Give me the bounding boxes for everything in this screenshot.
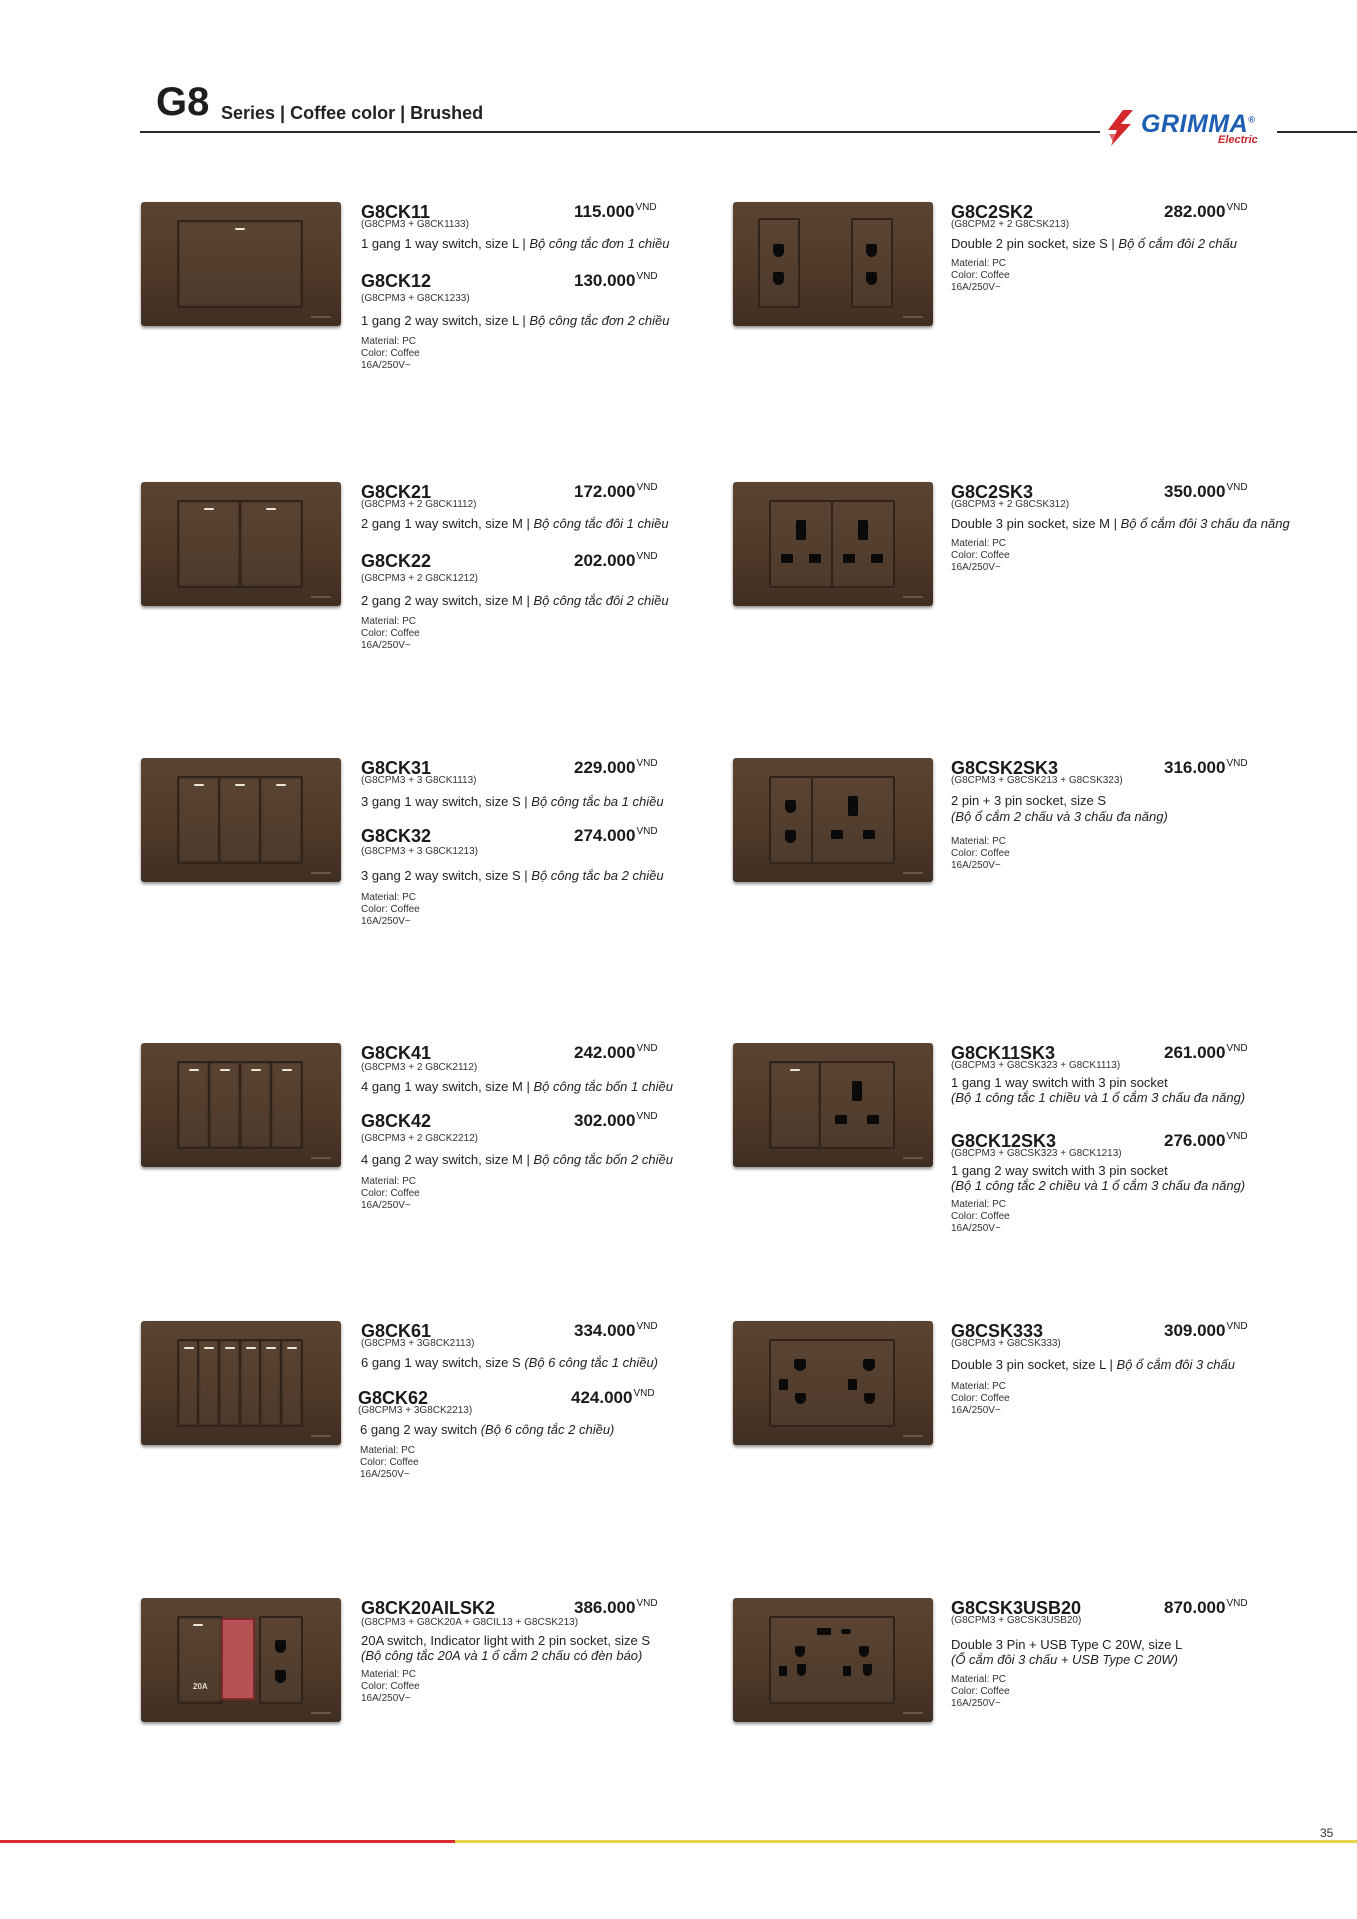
socket-module bbox=[259, 1616, 303, 1704]
indicator-led-icon bbox=[276, 784, 286, 786]
product-code: G8CK11 bbox=[361, 202, 431, 222]
product-code: G8CSK333 bbox=[951, 1321, 1044, 1341]
product-price: $386.000^{VND}$ bbox=[574, 1598, 658, 1617]
product-components: (G8CPM3 + G8CSK213 + G8CSK323) bbox=[951, 775, 1123, 786]
socket-module bbox=[769, 500, 833, 588]
product-image bbox=[733, 1321, 933, 1445]
product-image bbox=[141, 202, 341, 326]
product-code: G8CK61 bbox=[361, 1321, 432, 1341]
switch-rocker bbox=[177, 1061, 210, 1149]
header-rule-right bbox=[1277, 131, 1357, 133]
product-description-vi: (Ổ cắm đôi 3 chấu + USB Type C 20W) bbox=[951, 1652, 1178, 1667]
page-number: 35 bbox=[1320, 1826, 1334, 1840]
product-code: G8CSK2SK3 bbox=[951, 758, 1059, 778]
product-image bbox=[141, 1598, 341, 1722]
product-price: $261.000^{VND}$ bbox=[1164, 1043, 1248, 1062]
switch-rocker bbox=[239, 1061, 272, 1149]
product-price: $276.000^{VND}$ bbox=[1164, 1131, 1248, 1150]
product-price: $282.000^{VND}$ bbox=[1164, 202, 1248, 221]
product-specs: Material: PC Color: Coffee 16A/250V~ bbox=[360, 1445, 419, 1480]
switch-rocker bbox=[177, 776, 221, 864]
product-code: G8CSK3USB20 bbox=[951, 1598, 1082, 1618]
indicator-led-icon bbox=[287, 1347, 297, 1349]
product-description: 6 gang 1 way switch, size S (Bộ 6 công tắc 1 chiều) bbox=[361, 1355, 659, 1370]
product-components: (G8CPM3 + G8CK20A + G8CIL13 + G8CSK213) bbox=[361, 1617, 579, 1628]
product-price: $316.000^{VND}$ bbox=[1164, 758, 1248, 777]
product-components: (G8CPM3 + 2 G8CK1212) bbox=[361, 573, 478, 584]
socket-module bbox=[769, 776, 813, 864]
product-image bbox=[733, 1043, 933, 1167]
product-components: (G8CPM3 + 2 G8CK2112) bbox=[361, 1062, 478, 1073]
indicator-led-icon bbox=[246, 1347, 256, 1349]
product-components: (G8CPM3 + 2 G8CK1112) bbox=[361, 499, 477, 510]
product-description: 1 gang 2 way switch, size L | Bộ công tắc đơn 2 chiều bbox=[361, 313, 670, 328]
indicator-led-icon bbox=[204, 508, 214, 510]
product-components: (G8CPM3 + G8CK1133) bbox=[361, 219, 469, 230]
product-specs: Material: PC Color: Coffee 16A/250V~ bbox=[951, 1381, 1010, 1416]
product-price: $424.000^{VND}$ bbox=[571, 1388, 655, 1407]
socket-module bbox=[758, 218, 800, 308]
product-description: 2 pin + 3 pin socket, size S bbox=[951, 793, 1107, 808]
switch-rocker bbox=[259, 1339, 282, 1427]
product-components: (G8CPM3 + 2 G8CSK312) bbox=[951, 499, 1070, 510]
product-description-vi: (Bộ công tắc 20A và 1 ổ cắm 2 chấu có đèn báo) bbox=[361, 1648, 643, 1663]
socket-module bbox=[831, 500, 895, 588]
product-description: 1 gang 1 way switch with 3 pin socket bbox=[951, 1075, 1168, 1090]
product-description: 4 gang 1 way switch, size M | Bộ công tắc bốn 1 chiều bbox=[361, 1079, 673, 1094]
indicator-led-icon bbox=[266, 508, 276, 510]
product-description: 2 gang 2 way switch, size M | Bộ công tắc đôi 2 chiều bbox=[361, 593, 669, 608]
product-block bbox=[733, 202, 1293, 422]
indicator-led-icon bbox=[189, 1069, 199, 1071]
product-description: 2 gang 1 way switch, size M | Bộ công tắc đôi 1 chiều bbox=[361, 516, 669, 531]
product-code: G8CK32 bbox=[361, 826, 432, 846]
product-description: Double 3 pin socket, size M | Bộ ổ cắm đôi 3 chấu đa năng bbox=[951, 516, 1290, 531]
product-components: (G8CPM3 + 3 G8CK1113) bbox=[361, 775, 477, 786]
switch-rocker bbox=[197, 1339, 220, 1427]
indicator-led-icon bbox=[204, 1347, 214, 1349]
product-description-vi: (Bộ 1 công tắc 2 chiều và 1 ổ cắm 3 chấu đa năng) bbox=[951, 1178, 1246, 1193]
product-price: $309.000^{VND}$ bbox=[1164, 1321, 1248, 1340]
indicator-led-icon bbox=[251, 1069, 261, 1071]
product-image bbox=[733, 482, 933, 606]
product-code: G8CK42 bbox=[361, 1111, 432, 1131]
product-description: Double 2 pin socket, size S | Bộ ổ cắm đôi 2 chấu bbox=[951, 236, 1237, 251]
switch-rocker bbox=[208, 1061, 241, 1149]
indicator-led-icon bbox=[235, 784, 245, 786]
product-image bbox=[141, 482, 341, 606]
product-components: (G8CPM3 + G8CSK323 + G8CK1213) bbox=[951, 1148, 1122, 1159]
product-block bbox=[141, 1598, 701, 1818]
product-components: (G8CPM2 + 2 G8CSK213) bbox=[951, 219, 1070, 230]
indicator-led-icon bbox=[184, 1347, 194, 1349]
product-code: G8C2SK3 bbox=[951, 482, 1034, 502]
product-price: $202.000^{VND}$ bbox=[574, 551, 658, 570]
product-image bbox=[141, 758, 341, 882]
product-image bbox=[141, 1321, 341, 1445]
currency-label: VND bbox=[635, 202, 657, 214]
rating-label: 20A bbox=[193, 1682, 208, 1691]
product-code: G8CK20AILSK2 bbox=[361, 1598, 496, 1618]
indicator-led-icon bbox=[266, 1347, 276, 1349]
product-components: (G8CPM3 + G8CSK333) bbox=[951, 1338, 1061, 1349]
product-components: (G8CPM3 + 3 G8CK1213) bbox=[361, 846, 478, 857]
switch-rocker bbox=[239, 500, 303, 588]
series-description: Series | Coffee color | Brushed bbox=[221, 103, 484, 123]
usb-c-port-icon bbox=[841, 1629, 851, 1634]
switch-rocker bbox=[177, 220, 303, 308]
product-block bbox=[733, 1043, 1293, 1263]
socket-module bbox=[769, 1616, 895, 1704]
product-block bbox=[141, 1321, 701, 1541]
product-specs: Material: PC Color: Coffee 16A/250V~ bbox=[951, 1199, 1010, 1234]
switch-rocker bbox=[218, 776, 262, 864]
product-code: G8C2SK2 bbox=[951, 202, 1034, 222]
product-image bbox=[141, 1043, 341, 1167]
product-block bbox=[733, 482, 1293, 702]
product-components: (G8CPM3 + G8CSK323 + G8CK1113) bbox=[951, 1060, 1121, 1071]
product-description-vi: (Bộ ổ cắm 2 chấu và 3 chấu đa năng) bbox=[951, 809, 1168, 824]
socket-module bbox=[851, 218, 893, 308]
product-components: (G8CPM3 + 2 G8CK2212) bbox=[361, 1133, 478, 1144]
product-price: $350.000^{VND}$ bbox=[1164, 482, 1248, 501]
footer-bar-red bbox=[0, 1840, 455, 1843]
product-price: $229.000^{VND}$ bbox=[574, 758, 658, 777]
usb-a-port-icon bbox=[817, 1628, 831, 1635]
logo-wordmark: GRIMMA bbox=[1141, 110, 1249, 138]
indicator-light bbox=[221, 1618, 255, 1700]
logo-subtitle: Electric bbox=[1218, 134, 1258, 146]
product-description-vi: (Bộ 1 công tắc 1 chiều và 1 ổ cắm 3 chấu đa năng) bbox=[951, 1090, 1246, 1105]
product-price: $302.000^{VND}$ bbox=[574, 1111, 658, 1130]
logo-registered-mark: ® bbox=[1248, 114, 1256, 125]
product-description: 3 gang 1 way switch, size S | Bộ công tắc ba 1 chiều bbox=[361, 794, 664, 809]
switch-rocker bbox=[177, 500, 241, 588]
product-block bbox=[141, 758, 701, 978]
product-specs: Material: PC Color: Coffee 16A/250V~ bbox=[361, 336, 420, 371]
indicator-led-icon bbox=[225, 1347, 235, 1349]
brand-logo bbox=[1103, 108, 1273, 152]
socket-module bbox=[819, 1061, 895, 1149]
product-description: 1 gang 2 way switch with 3 pin socket bbox=[951, 1163, 1168, 1178]
product-code: G8CK12SK3 bbox=[951, 1131, 1057, 1151]
product-price: $242.000^{VND}$ bbox=[574, 1043, 658, 1062]
product-specs: Material: PC Color: Coffee 16A/250V~ bbox=[951, 258, 1010, 293]
switch-rocker bbox=[259, 776, 303, 864]
product-specs: Material: PC Color: Coffee 16A/250V~ bbox=[361, 1176, 420, 1211]
product-code: G8CK41 bbox=[361, 1043, 432, 1063]
product-specs: Material: PC Color: Coffee 16A/250V~ bbox=[361, 892, 420, 927]
product-specs: Material: PC Color: Coffee 16A/250V~ bbox=[951, 538, 1010, 573]
switch-rocker bbox=[280, 1339, 303, 1427]
indicator-led-icon bbox=[282, 1069, 292, 1071]
product-price: $334.000^{VND}$ bbox=[574, 1321, 658, 1340]
product-description: Double 3 pin socket, size L | Bộ ổ cắm đôi 3 chấu bbox=[951, 1357, 1236, 1372]
series-code: G8 bbox=[156, 80, 210, 124]
product-image bbox=[733, 202, 933, 326]
socket-module bbox=[769, 1339, 895, 1427]
product-price: $274.000^{VND}$ bbox=[574, 826, 658, 845]
product-price: $172.000^{VND}$ bbox=[574, 482, 658, 501]
product-code: G8CK22 bbox=[361, 551, 432, 571]
product-code: G8CK62 bbox=[358, 1388, 429, 1408]
product-components: (G8CPM3 + 3G8CK2113) bbox=[361, 1338, 475, 1349]
header-rule bbox=[140, 131, 1100, 133]
product-price: $870.000^{VND}$ bbox=[1164, 1598, 1248, 1617]
switch-rocker bbox=[218, 1339, 241, 1427]
product-price: $130.000^{VND}$ bbox=[574, 271, 658, 290]
product-block bbox=[733, 1321, 1293, 1541]
indicator-led-icon bbox=[194, 784, 204, 786]
product-description: Double 3 Pin + USB Type C 20W, size L bbox=[951, 1637, 1183, 1652]
product-components: (G8CPM3 + 3G8CK2213) bbox=[358, 1405, 473, 1416]
indicator-led-icon bbox=[193, 1624, 203, 1626]
grimma-logo-icon bbox=[1103, 108, 1139, 148]
product-description: 1 gang 1 way switch, size L | Bộ công tắc đơn 1 chiều bbox=[361, 236, 670, 251]
product-image bbox=[733, 758, 933, 882]
product-description: 6 gang 2 way switch (Bộ 6 công tắc 2 chiều) bbox=[360, 1422, 615, 1437]
switch-rocker bbox=[270, 1061, 303, 1149]
switch-rocker bbox=[769, 1061, 821, 1149]
product-components: (G8CPM3 + G8CK1233) bbox=[361, 293, 470, 304]
product-block bbox=[141, 482, 701, 702]
indicator-led-icon bbox=[220, 1069, 230, 1071]
product-code: G8CK31 bbox=[361, 758, 432, 778]
product-code: G8CK21 bbox=[361, 482, 432, 502]
product-code: G8CK12 bbox=[361, 271, 432, 291]
product-specs: Material: PC Color: Coffee 16A/250V~ bbox=[361, 1669, 420, 1704]
product-components: (G8CPM3 + G8CSK3USB20) bbox=[951, 1615, 1082, 1626]
indicator-led-icon bbox=[790, 1069, 800, 1071]
product-description: 4 gang 2 way switch, size M | Bộ công tắc bốn 2 chiều bbox=[361, 1152, 673, 1167]
product-block bbox=[733, 758, 1293, 978]
product-specs: Material: PC Color: Coffee 16A/250V~ bbox=[951, 836, 1010, 871]
product-description: 20A switch, Indicator light with 2 pin socket, size S bbox=[361, 1633, 651, 1648]
product-specs: Material: PC Color: Coffee 16A/250V~ bbox=[361, 616, 420, 651]
product-price: $115.000^{VND}$ bbox=[574, 202, 657, 221]
indicator-led-icon bbox=[235, 228, 245, 230]
product-block bbox=[733, 1598, 1293, 1818]
socket-module bbox=[811, 776, 895, 864]
footer-bar-yellow bbox=[455, 1840, 1357, 1843]
product-image bbox=[733, 1598, 933, 1722]
product-specs: Material: PC Color: Coffee 16A/250V~ bbox=[951, 1674, 1010, 1709]
product-block bbox=[141, 202, 701, 422]
product-block bbox=[141, 1043, 701, 1263]
product-code: G8CK11SK3 bbox=[951, 1043, 1056, 1063]
product-description: 3 gang 2 way switch, size S | Bộ công tắc ba 2 chiều bbox=[361, 868, 664, 883]
